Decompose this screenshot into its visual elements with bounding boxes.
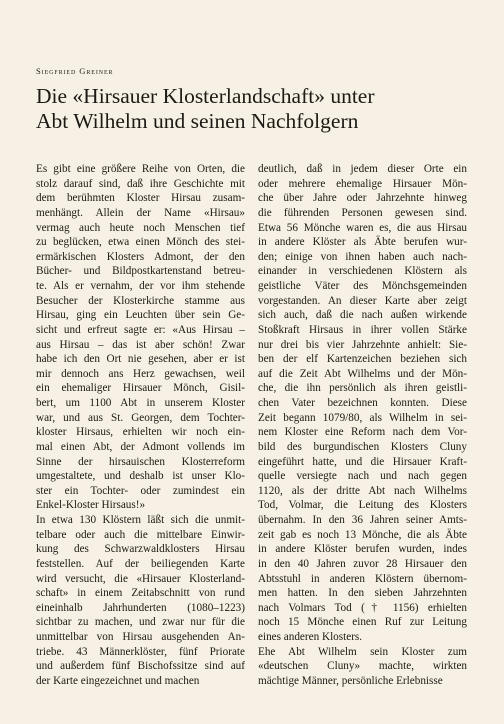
text-line: in andere Klöster berufen wurden, indes bbox=[258, 543, 467, 556]
text-line: habe ich den Ort nie gesehen, aber er ist bbox=[36, 353, 245, 366]
text-line: und außerdem fünf Bischofssitze sind auf bbox=[36, 660, 245, 673]
text-line: stolz darauf sind, daß ihre Geschichte mit bbox=[36, 177, 245, 190]
text-line: sich auch, daß die nach außen wirkende bbox=[258, 309, 467, 322]
text-line: umgestaltete, und deshalb ist unser Klo- bbox=[36, 470, 245, 483]
text-line: Bücher- und Bildpostkartenstand betreu- bbox=[36, 265, 245, 278]
text-line: unmittelbar von Hirsau ausgehenden An- bbox=[36, 631, 245, 643]
author-name: Siegfried Greiner bbox=[36, 66, 114, 76]
text-line: vorgestanden. An dieser Karte aber zeigt bbox=[258, 294, 467, 307]
text-line: übernahm. In den 36 Jahren seiner Amts- bbox=[258, 514, 467, 526]
text-line: oder mehrere ehemalige Hirsauer Mön- bbox=[258, 177, 467, 190]
text-line: nem Kloster eine Reform nach dem Vor- bbox=[258, 426, 467, 439]
text-line: eingeführt hatte, und die Hirsauer Kraft- bbox=[258, 455, 467, 468]
right-text-column bbox=[258, 162, 467, 689]
text-line: Enkel-Kloster Hirsaus!» bbox=[36, 499, 146, 512]
text-line: ein ehemaliger Hirsauer Mönch, Gisil- bbox=[36, 382, 245, 395]
text-line: mächtige Männer, persönliche Erlebnisse bbox=[258, 674, 443, 687]
text-line: ster ein Tochter- oder zumindest ein bbox=[36, 484, 245, 497]
text-line: auf die Zeit Abt Wilhelms und der Mön- bbox=[258, 367, 467, 380]
text-line: sichtbar zu machen, und zwar nur für die bbox=[36, 616, 245, 629]
text-line: Besucher der Klosterkirche stamme aus bbox=[36, 294, 245, 307]
text-line: Es gibt eine größere Reihe von Orten, die bbox=[36, 163, 245, 175]
text-line: menhängt. Allein der Name «Hirsau» bbox=[36, 206, 245, 219]
text-line: kung des Schwarzwaldklosters Hirsau bbox=[36, 543, 245, 556]
text-line: nur drei bis vier Jahrzehnte anhielt: Sie- bbox=[258, 338, 467, 351]
text-line: men hatten. In den sieben Jahrzehnten bbox=[258, 587, 467, 600]
article-title bbox=[36, 84, 486, 134]
text-line: mir dennoch ans Herz gewachsen, weil bbox=[36, 367, 245, 380]
text-line: die führenden Personen gewesen sind. bbox=[258, 206, 467, 219]
title-line-2: Abt Wilhelm und seinen Nachfolgern bbox=[36, 109, 359, 133]
text-line: che, die ihn persönlich als ihren geistli- bbox=[258, 382, 467, 395]
text-line: Tod, Volmar, die Leitung des Klosters bbox=[258, 499, 467, 512]
text-line: telbare oder auch die mittelbare Einwir- bbox=[36, 528, 245, 541]
text-line: Zeit begann 1079/80, als Wilhelm in sei- bbox=[258, 411, 467, 424]
text-line: der Karte eingezeichnet und machen bbox=[36, 674, 200, 687]
text-line: den; einige von ihnen haben auch nach- bbox=[258, 250, 467, 263]
text-line: feststellen. Auf der beiliegenden Karte bbox=[36, 557, 245, 570]
text-line: eineinhalb Jahrhunderten (1080–1223) bbox=[36, 601, 245, 614]
text-line: noch 15 Mönche einen Ruf zur Leitung bbox=[258, 616, 467, 629]
text-line: mal einen Abt, der Admont vollends im bbox=[36, 440, 245, 453]
text-line: zeit gab es noch 13 Mönche, die als Äbte bbox=[258, 528, 467, 541]
text-line: Etwa 56 Mönche waren es, die aus Hirsau bbox=[258, 221, 467, 234]
text-line: geistliche Väter des Mönchsgemeinden bbox=[258, 280, 467, 292]
text-line: In etwa 130 Klöstern läßt sich die unmit- bbox=[36, 514, 245, 526]
text-line: 1120, als der dritte Abt nach Wilhelms bbox=[258, 484, 467, 497]
text-line: wird versucht, die «Hirsauer Klosterland- bbox=[36, 572, 245, 585]
text-line: te. Als er vernahm, der vor ihm stehende bbox=[36, 280, 245, 292]
text-line: vermag auch heute noch Menschen tief bbox=[36, 221, 245, 234]
text-line: Abtsstuhl in anderen Klöstern übernom- bbox=[258, 572, 467, 585]
text-line: che über Jahre oder Jahrzehnte hinweg bbox=[258, 192, 467, 205]
text-line: zu beglücken, etwa einen Mönch des stei- bbox=[36, 236, 245, 249]
text-line: kloster Hirsaus, erhielten wir noch ein- bbox=[36, 426, 245, 439]
text-line: einander in verschiedenen Klöstern als bbox=[258, 265, 467, 278]
text-line: ermärkischen Klosters Admont, der den bbox=[36, 250, 245, 263]
text-line: schaft» in einem Zeitabschnitt von rund bbox=[36, 587, 245, 600]
text-line: war, und aus St. Georgen, dem Tochter- bbox=[36, 411, 245, 424]
text-line: Sinne der hirsauischen Klosterreform bbox=[36, 455, 245, 468]
text-line: eines anderen Klosters. bbox=[258, 631, 363, 643]
text-line: deutlich, daß in jedem dieser Orte ein bbox=[258, 163, 467, 175]
text-line: triebe. 43 Männerklöster, fünf Priorate bbox=[36, 645, 245, 658]
text-line: aus Hirsau – das ist aber schön! Zwar bbox=[36, 338, 245, 351]
text-line: Ehe Abt Wilhelm sein Kloster zum bbox=[258, 645, 467, 658]
title-line-1: Die «Hirsauer Klosterlandschaft» unter bbox=[36, 84, 375, 108]
text-line: Stoßkraft Hirsaus in ihrer vollen Stärke bbox=[258, 323, 467, 336]
text-line: sicht und erfreut sagte er: «Aus Hirsau – bbox=[36, 323, 245, 336]
left-text-column bbox=[36, 162, 245, 689]
text-line: quelle versiegte nach und nach gegen bbox=[258, 470, 467, 483]
text-line: bild des burgundischen Klosters Cluny bbox=[258, 440, 467, 453]
text-line: in den 40 Jahren zuvor 28 Hirsauer den bbox=[258, 557, 467, 570]
text-line: dem berühmten Kloster Hirsau zusam- bbox=[36, 192, 245, 205]
text-line: «deutschen Cluny» machte, wirkten bbox=[258, 660, 467, 673]
text-line: in andere Klöster als Äbte berufen wur- bbox=[258, 236, 467, 249]
text-line: nach Volmars Tod († 1156) erhielten bbox=[258, 601, 467, 614]
text-line: ben der elf Kartenzeichen beziehen sich bbox=[258, 353, 467, 366]
text-line: chen Vater bezeichnen konnten. Diese bbox=[258, 397, 467, 409]
text-line: bert, um 1100 Abt in unserem Kloster bbox=[36, 397, 245, 409]
text-line: Hirsau, ging ein Leuchten über sein Ge- bbox=[36, 309, 245, 322]
